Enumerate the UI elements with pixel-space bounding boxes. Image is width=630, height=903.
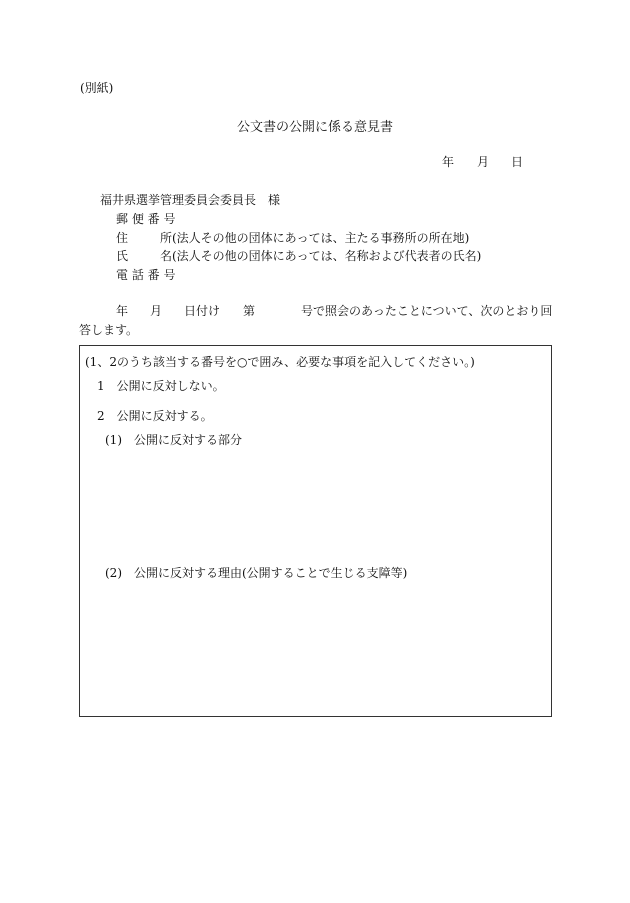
phone-label: 電 話 番 号 (116, 268, 176, 282)
date-month-label: 月 (477, 155, 490, 169)
body-line2: 答します。 (79, 323, 139, 337)
address-label-b: 所(法人その他の団体にあっては、主たる事務所の所在地) (160, 231, 470, 245)
body-year: 年 (116, 304, 129, 318)
document-title: 公文書の公開に係る意見書 (237, 120, 394, 135)
name-label-a: 氏 (116, 249, 129, 263)
attachment-label: (別紙) (80, 81, 114, 95)
option-1: 1 公開に反対しない。 (97, 379, 225, 393)
body-number-prefix: 第 (243, 304, 256, 318)
body-month: 月 (150, 304, 163, 318)
sub-item-1: (1) 公開に反対する部分 (105, 433, 242, 447)
sub-item-2: (2) 公開に反対する理由(公開することで生じる支障等) (105, 566, 408, 580)
date-day-label: 日 (511, 155, 524, 169)
addressee: 福井県選挙管理委員会委員長 様 (100, 193, 281, 207)
body-dated: 日付け (184, 304, 221, 318)
date-year-label: 年 (442, 155, 455, 169)
response-box (79, 345, 552, 717)
postal-code-label: 郵 便 番 号 (116, 212, 176, 226)
address-label-a: 住 (116, 231, 129, 245)
name-label-b: 名(法人その他の団体にあっては、名称および代表者の氏名) (160, 249, 482, 263)
form-instruction: (1、2のうち該当する番号を○で囲み、必要な事項を記入してください。) (85, 355, 475, 369)
body-rest-line1: 号で照会のあったことについて、次のとおり回 (301, 304, 553, 318)
option-2: 2 公開に反対する。 (97, 409, 213, 423)
